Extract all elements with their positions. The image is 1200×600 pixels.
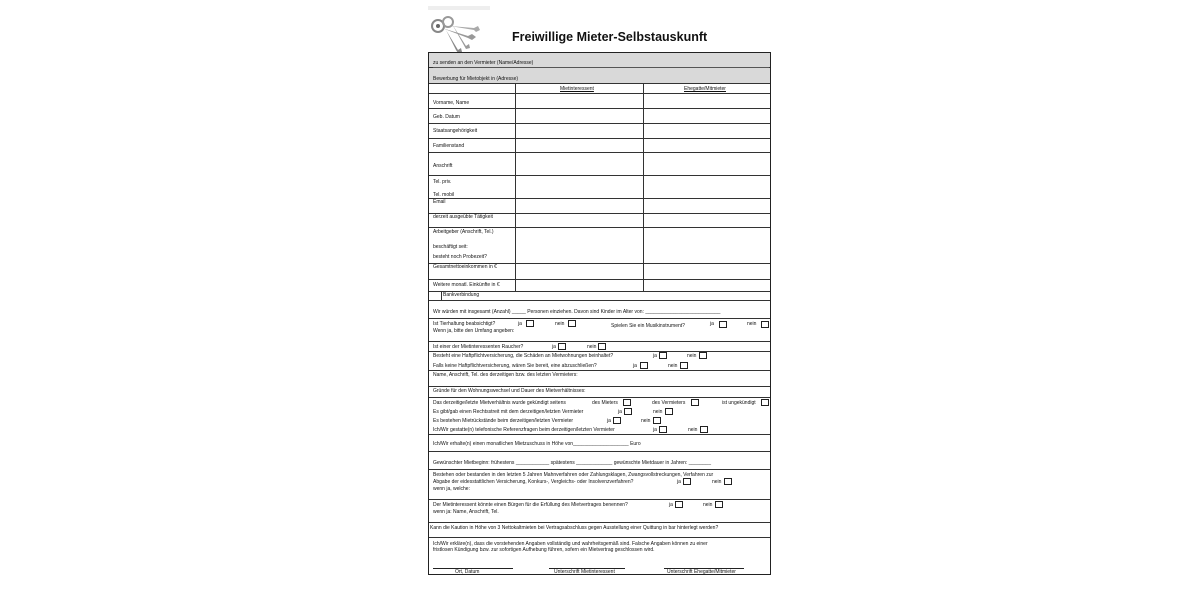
q-guarantor-sub: wenn ja: Name, Anschrift, Tel. xyxy=(433,509,499,515)
field-job: derzeit ausgeübte Tätigkeit xyxy=(433,214,493,220)
q-liability: Besteht eine Haftpflichtversicherung, die Schäden an Mietwohnungen beinhaltet? xyxy=(433,353,614,359)
q-arrears: Es bestehen Mietrückstände beim derzeitigen/letzten Vermieter xyxy=(433,418,574,424)
q-reasons: Gründe für den Wohnungswechsel und Dauer des Mietverhältnisses: xyxy=(433,388,586,394)
q-proceedings-2: Abgabe der eidesstattlichen Versicherung, Konkurs-, Vergleichs- oder Insolvenzverfahren? xyxy=(433,479,634,485)
reference-no-checkbox[interactable] xyxy=(700,426,708,433)
arrears-no-checkbox[interactable] xyxy=(653,417,661,424)
q-start: Gewünschter Mietbeginn: frühestens ____________ spätestens _____________ gewünschte Mietdauer in Jahren: ________ xyxy=(433,460,711,466)
q-dispute: Es gibt/gab einen Rechtsstreit mit dem derzeitigen/letzten Vermieter xyxy=(433,409,584,415)
guarantor-yes-checkbox[interactable] xyxy=(675,501,683,508)
field-employer: Arbeitgeber (Anschrift, Tel.) xyxy=(433,229,494,235)
field-nationality: Staatsangehörigkeit xyxy=(433,128,478,134)
sig-tenant: Unterschrift Mietinteressent xyxy=(554,569,615,575)
reference-yes-checkbox[interactable] xyxy=(659,426,667,433)
q-rent: Ich/Wir erhalte(n) einen monatlichen Mietzuschuss in Höhe von____________________ Euro xyxy=(433,441,641,447)
keys-icon xyxy=(428,6,490,54)
field-tel-priv: Tel. priv. xyxy=(433,179,452,185)
form-document xyxy=(428,0,773,600)
field-dob: Geb. Datum xyxy=(433,114,460,120)
q-proceedings: Bestehen oder bestanden in den letzten 5 Jahren Mahnverfahren oder Zahlungsklagen, Zwangsvollstreckungen, Verfahren zur xyxy=(433,472,714,478)
proceedings-yes-checkbox[interactable] xyxy=(683,478,691,485)
field-probation: besteht noch Probezeit? xyxy=(433,254,487,260)
q-liability-sub: Falls keine Haftpflichtversicherung, wären Sie bereit, eine abzuschließen? xyxy=(433,363,597,369)
proceedings-no-checkbox[interactable] xyxy=(724,478,732,485)
liability-no-checkbox[interactable] xyxy=(699,352,707,359)
q-deposit: Kann die Kaution in Höhe von 3 Nettokaltmieten bei Vertragsabschluss gegen Ausstellung einer Quittung in bar hinterlegt werden? xyxy=(430,525,719,531)
field-tel-mobil: Tel. mobil xyxy=(433,192,455,198)
send-to-label: zu senden an den Vermieter (Name/Adresse) xyxy=(433,60,534,66)
field-income: Gesamtnettoeinkommen in € xyxy=(433,264,497,270)
form-title: Freiwillige Mieter-Selbstauskunft xyxy=(512,30,708,44)
pets-yes-checkbox[interactable] xyxy=(526,320,534,327)
q-music: Spielen Sie ein Musikinstrument? xyxy=(611,323,685,329)
music-yes-checkbox[interactable] xyxy=(719,321,727,328)
field-marital: Familienstand xyxy=(433,143,465,149)
dispute-yes-checkbox[interactable] xyxy=(624,408,632,415)
send-to-row xyxy=(429,53,770,68)
dispute-no-checkbox[interactable] xyxy=(665,408,673,415)
q-declaration: Ich/Wir erkläre(n), dass die vorstehenden Angaben vollständig und wahrheitsgemäß sind. Falsche Angaben können zu einer xyxy=(433,541,708,547)
application-row xyxy=(429,68,770,84)
q-proceedings-3: wenn ja, welche: xyxy=(433,486,470,492)
column-spouse: Ehegatte/Mitmieter xyxy=(684,86,726,92)
pets-no-checkbox[interactable] xyxy=(568,320,576,327)
liability-sub-no-checkbox[interactable] xyxy=(680,362,688,369)
q-smoker: Ist einer der Mietinteressenten Raucher? xyxy=(433,344,524,350)
q-reference: Ich/Wir gestatte(n) telefonische Referenzfragen beim derzeitigen/letzten Vermieter xyxy=(433,427,615,433)
unterminated-checkbox[interactable] xyxy=(761,399,769,406)
q-persons: Wir würden mit insgesamt (Anzahl) _____ Personen einziehen. Davon sind Kinder im Alter von: ___________________________ xyxy=(433,309,721,315)
q-terminated: Das derzeitige/letzte Mietverhältnis wurde gekündigt seitens xyxy=(433,400,566,406)
column-tenant: Mietinteressent xyxy=(560,86,594,92)
smoker-no-checkbox[interactable] xyxy=(598,343,606,350)
q-declaration-2: fristlosen Kündigung bzw. zur sofortigen Aufhebung führen, sofern ein Mietvertrag geschlossen wird. xyxy=(433,547,655,553)
terminated-tenant-checkbox[interactable] xyxy=(623,399,631,406)
liability-sub-yes-checkbox[interactable] xyxy=(640,362,648,369)
field-name: Vorname, Name xyxy=(433,100,470,106)
terminated-landlord-checkbox[interactable] xyxy=(691,399,699,406)
application-label: Bewerbung für Mietobjekt in (Adresse) xyxy=(433,76,519,82)
liability-yes-checkbox[interactable] xyxy=(659,352,667,359)
field-address: Anschrift xyxy=(433,163,453,169)
guarantor-no-checkbox[interactable] xyxy=(715,501,723,508)
q-guarantor: Der Mietinteressent könnte einen Bürgen für die Erfüllung des Mietvertrages benennen? xyxy=(433,502,628,508)
field-employed-since: beschäftigt seit: xyxy=(433,244,468,250)
field-email: Email xyxy=(433,199,446,205)
q-pets-sub: Wenn ja, bitte den Umfang angeben: xyxy=(433,328,515,334)
sig-spouse: Unterschrift Ehegatte/Mitmieter xyxy=(667,569,736,575)
q-landlord: Name, Anschrift, Tel. des derzeitigen bzw. des letzten Vermieters: xyxy=(433,372,578,378)
smoker-yes-checkbox[interactable] xyxy=(558,343,566,350)
arrears-yes-checkbox[interactable] xyxy=(613,417,621,424)
music-no-checkbox[interactable] xyxy=(761,321,769,328)
sig-place-date: Ort, Datum xyxy=(455,569,480,575)
field-bank: Bankverbindung xyxy=(443,292,480,298)
q-pets: Ist Tierhaltung beabsichtigt? xyxy=(433,321,496,327)
field-other-income: Weitere monatl. Einkünfte in € xyxy=(433,282,500,288)
form-table: zu senden an den Vermieter (Name/Adresse) Bewerbung für Mietobjekt in (Adresse) Mietinteressent Ehegatte/Mitmieter Vorname, Name Geb. Datum Staatsangehörigkeit Familienstand Anschrift Tel. priv. Tel. mobil Email derzeit ausgeübte Tätigkeit Arbeitgeber (Anschrift, Tel.) beschäftigt seit: besteht noch Probezeit? Gesamtnettoeinkommen in € Weitere monatl. Einkünfte in € Bankverbindung Wir würden mit insgesamt (Anzahl) _____ Personen einziehen. Davon sind Kinder im Alter von: ___________________________ Ist Tierhaltung beabsichtigt? ja nein Wenn ja, bitte den Umfang angeben: Spielen Sie ein Musikinstrument? ja nein Ist einer der Mietinteressenten Raucher? ja nein Besteht eine Haftpflichtversicherung, die Schäden an Mietwohnungen beinhaltet? ja nein Falls keine Haftpflichtversicherung, wären Sie bereit, eine abzuschließen? ja nein Name, Anschrift, Tel. des derzeitigen bzw. des letzten Vermieters: Gründe für den Wohnungswechsel und Dauer des Mietverhältnisses: Das derzeitige/letzte Mietverhältnis wurde gekündigt seitens des Mieters des Vermieters ist ungekündigt Es gibt/gab einen Rechtsstreit mit dem derzeitigen/letzten Vermieter ja nein Es bestehen Mietrückstände beim derzeitigen/letzten Vermieter ja nein Ich/Wir gestatte(n) telefonische Referenzfragen beim derzeitigen/letzten Vermieter ja nein Ich/Wir erhalte(n) einen monatlichen Mietzuschuss in Höhe von____________________ Euro Gewünschter Mietbeginn: frühestens ____________ spätestens _____________ gewünschte Mietdauer in Jahren: ________ Bestehen oder bestanden in den letzten 5 Jahren Mahnverfahren oder Zahlungsklagen, Zwangsvollstreckungen, Verfahren zur Abgabe der eidesstattlichen Versicherung, Konkurs-, Vergleichs- oder Insolvenzverfahren? ja nein wenn ja, welche: Der Mietinteressent könnte einen Bürgen für die Erfüllung des Mietvertrages benennen? ja nein wenn ja: Name, Anschrift, Tel. Kann die Kaution in Höhe von 3 Nettokaltmieten bei Vertragsabschluss gegen Ausstellung einer Quittung in bar hinterlegt werden? Ich/Wir erkläre(n), dass die vorstehenden Angaben vollständig und wahrheitsgemäß sind. Falsche Angaben können zu einer fristlosen Kündigung bzw. zur sofortigen Aufhebung führen, sofern ein Mietvertrag geschlossen wird. Ort, Datum Unterschrift Mietinteressent Unterschrift Ehegatte/Mitmieter xyxy=(428,52,771,575)
